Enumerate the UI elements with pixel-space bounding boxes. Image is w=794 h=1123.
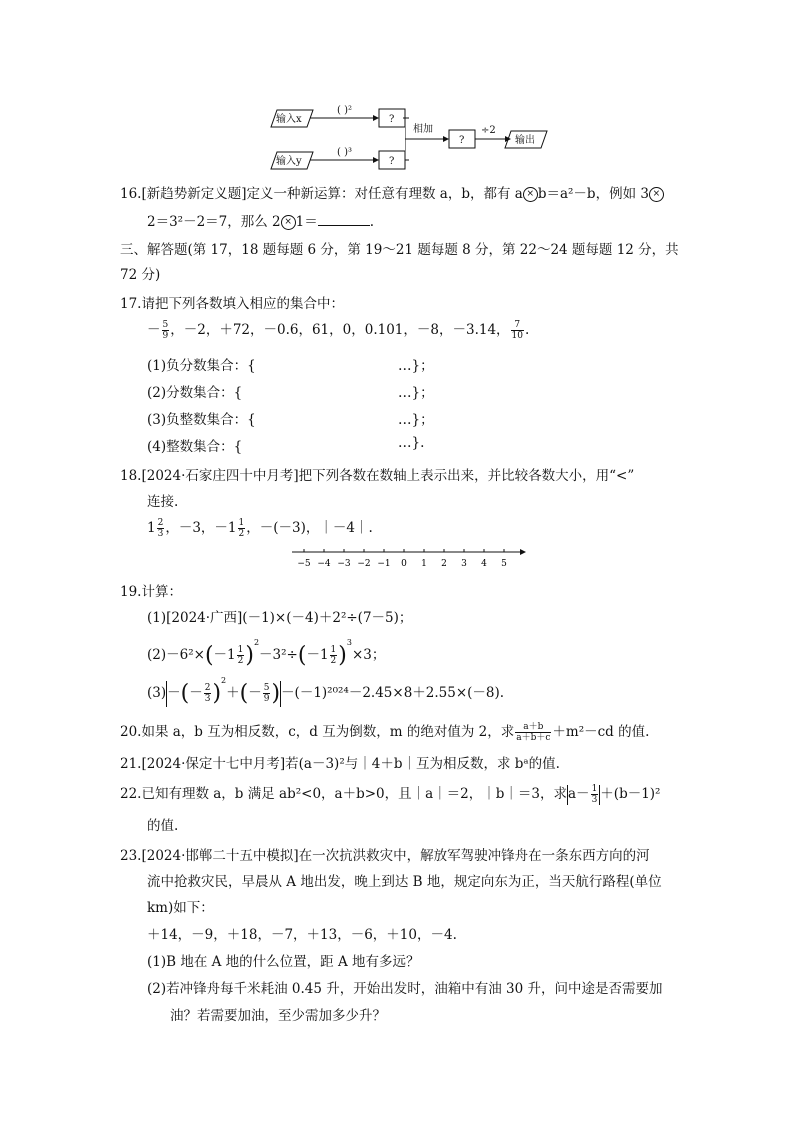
text: － xyxy=(248,685,262,701)
numerator: 1 xyxy=(591,784,598,794)
input-x-label: 输入x xyxy=(276,114,302,125)
q17-title: 17.请把下列各数填入相应的集合中： xyxy=(120,296,344,312)
q17-set-4 xyxy=(147,435,242,455)
text: －1 xyxy=(213,647,236,663)
fraction xyxy=(330,645,338,666)
denominator: 9 xyxy=(162,331,169,341)
axis-tick-label: 0 xyxy=(401,559,407,569)
denominator: a＋b＋c xyxy=(516,733,551,743)
fraction xyxy=(511,320,524,341)
text: － xyxy=(167,685,181,701)
q17-numbers: － $\frac{5}{9}$ ，－2，＋72，－0.6，61，0，0.101，－8，－3.14， $\frac{7}{10}$ . xyxy=(147,320,530,341)
text: a－ xyxy=(568,786,590,802)
fraction xyxy=(263,683,271,704)
answer-blank xyxy=(318,213,370,226)
fraction xyxy=(591,784,599,805)
denominator: 9 xyxy=(263,694,270,704)
q16-text-c: 2＝3²－2＝7，那么 2 xyxy=(147,214,281,230)
output-label: 输出 xyxy=(515,135,535,146)
number-line xyxy=(290,544,530,570)
text: －1 xyxy=(306,647,329,663)
number-list: ，－2，＋72，－0.6，61，0，0.101，－8，－3.14， xyxy=(170,322,510,338)
fraction xyxy=(157,518,165,539)
text: ×3； xyxy=(351,647,386,663)
q18-line2: 连接. xyxy=(147,494,179,510)
q16-text-a: 16.[新趋势新定义题]定义一种新运算：对任意有理数 a，b，都有 a xyxy=(120,186,523,202)
op-cube-label: ( )³ xyxy=(337,147,352,158)
numerator: 7 xyxy=(511,320,524,331)
q16-line2 xyxy=(147,210,374,230)
q-box-1-text: ? xyxy=(389,114,395,125)
q21: 21.[2024·保定十七中月考]若(a－3)²与｜4＋b｜互为相反数，求 bᵃ的值. xyxy=(120,756,560,772)
q16-text-d: 1＝ xyxy=(295,214,318,230)
q19-part3: (3)－(－ $\frac{2}{3}$ )$^2$＋(－ $\frac{5}{9}$ )－(－1)²⁰²⁴－2.45×8＋2.55×(－8). xyxy=(147,676,505,706)
axis-tick-label: 5 xyxy=(501,559,507,569)
op-square-label: ( )² xyxy=(337,105,352,116)
flowchart-join xyxy=(405,100,565,180)
circle-times-icon: × xyxy=(523,187,538,202)
text: ＋(b－1)² xyxy=(600,786,661,802)
text: (3) xyxy=(147,685,167,701)
q17-set-1 xyxy=(147,354,256,374)
text: 22.已知有理数 a，b 满足 ab²<0，a＋b>0，且｜a｜＝2，｜b｜＝3，求 xyxy=(120,786,567,802)
axis-tick-label: −4 xyxy=(317,559,331,569)
q23-line2: 流中抢救灾民，早晨从 A 地出发，晚上到达 B 地，规定向东为正，当天航行路程(单位 xyxy=(147,874,662,890)
minus-sign: － xyxy=(147,322,161,338)
q17-set-2-end: …}； xyxy=(398,385,434,401)
q20 xyxy=(120,720,649,743)
section3-line2: 72 分) xyxy=(120,267,161,283)
circle-times-icon: × xyxy=(281,215,296,230)
set-label: (1)负分数集合：{ xyxy=(147,358,256,374)
denominator: 10 xyxy=(511,331,523,341)
text: (2)－6²× xyxy=(147,647,205,663)
input-y-label: 输入y xyxy=(276,156,302,167)
numerator: 5 xyxy=(263,683,270,693)
denominator: 2 xyxy=(330,656,337,666)
q-box-3-text: ? xyxy=(459,135,465,146)
set-label: (2)分数集合：{ xyxy=(147,385,243,401)
q23-line3: km)如下： xyxy=(147,900,214,916)
denominator: 3 xyxy=(204,694,211,704)
denominator: 2 xyxy=(237,656,244,666)
div-label: ÷2 xyxy=(481,125,496,136)
q23-sub2a: (2)若冲锋舟每千米耗油 0.45 升，开始出发时，油箱中有油 30 升，问中途是否需要加 xyxy=(147,981,663,997)
set-label: (3)负整数集合：{ xyxy=(147,412,256,428)
denominator: 2 xyxy=(238,529,245,539)
q16-text-b: b＝a²－b，例如 3 xyxy=(537,186,649,202)
axis-tick-label: −2 xyxy=(357,559,371,569)
number-list: ，－(－3)，｜－4｜. xyxy=(246,520,373,536)
q19-title: 19.计算： xyxy=(120,584,182,600)
q17-set-3 xyxy=(147,408,256,428)
fraction xyxy=(162,320,170,341)
q17-set-4-end: …}. xyxy=(398,435,425,451)
text: 20.如果 a，b 互为相反数，c，d 互为倒数，m 的绝对值为 2，求 xyxy=(120,724,515,740)
q17-set-1-end: …}； xyxy=(398,358,434,374)
q22-line1 xyxy=(120,782,660,805)
q23-line4: ＋14，－9，＋18，－7，＋13，－6，＋10，－4. xyxy=(147,927,457,943)
axis-tick-label: 4 xyxy=(481,559,487,569)
axis-tick-label: 2 xyxy=(441,559,447,569)
numerator: 1 xyxy=(238,518,245,528)
number-list: ，－3，－1 xyxy=(165,520,237,536)
denominator: 3 xyxy=(157,529,164,539)
q19-part1: (1)[2024·广西](－1)×(－4)＋2²÷(7－5)； xyxy=(147,610,413,626)
q23-sub1: (1)B 地在 A 地的什么位置，距 A 地有多远？ xyxy=(147,954,420,970)
axis-tick-label: −3 xyxy=(337,559,351,569)
axis-tick-label: 1 xyxy=(421,559,427,569)
q22-line2: 的值. xyxy=(147,818,179,834)
exponent: 2 xyxy=(253,638,260,647)
q18-line1: 18.[2024·石家庄四十中月考]把下列各数在数轴上表示出来，并比较各数大小，用“<” xyxy=(120,468,635,484)
fraction xyxy=(237,645,245,666)
text: ＋ xyxy=(226,685,240,701)
axis-tick-label: −1 xyxy=(377,559,391,569)
number: 1 xyxy=(147,520,156,536)
q19-part2: (2)－6²×(－1 $\frac{1}{2}$ )$^2$－3²÷(－1 $\frac{1}{2}$ )$^3$×3； xyxy=(147,638,386,668)
fraction xyxy=(515,722,551,743)
numerator: 1 xyxy=(237,645,244,655)
text: －3²÷ xyxy=(259,647,298,663)
section3-line1: 三、解答题(第 17，18 题每题 6 分，第 19～21 题每题 8 分，第 22～24 题每题 12 分，共 xyxy=(120,242,679,258)
q-box-2-text: ? xyxy=(389,156,395,167)
numerator: 1 xyxy=(330,645,337,655)
axis-tick-label: 3 xyxy=(461,559,467,569)
add-label: 相加 xyxy=(413,124,433,135)
q16-line1 xyxy=(120,182,664,202)
q18-numbers xyxy=(147,516,373,539)
set-label: (4)整数集合：{ xyxy=(147,439,243,455)
q23-sub2b: 油？若需要加油，至少需加多少升？ xyxy=(170,1008,386,1024)
exponent: 2 xyxy=(221,676,227,685)
numerator: 2 xyxy=(204,683,211,693)
denominator: 3 xyxy=(591,795,598,805)
numerator: 5 xyxy=(162,320,169,330)
flowchart-stubs xyxy=(265,100,410,180)
numerator: a＋b xyxy=(515,722,551,733)
axis-tick-label: −5 xyxy=(297,559,311,569)
numerator: 2 xyxy=(157,518,164,528)
arrow-right-icon xyxy=(520,549,526,555)
circle-times-icon: × xyxy=(649,187,664,202)
q16-end: . xyxy=(369,214,375,230)
q23-line1: 23.[2024·邯郸二十五中模拟]在一次抗洪救灾中，解放军驾驶冲锋舟在一条东西方向的河 xyxy=(120,848,650,864)
fraction xyxy=(238,518,246,539)
text: ＋m²－cd 的值. xyxy=(552,724,650,740)
fraction xyxy=(204,683,212,704)
text: －(－1)²⁰²⁴－2.45×8＋2.55×(－8). xyxy=(281,685,505,701)
q17-set-2 xyxy=(147,381,242,401)
q17-set-3-end: …}； xyxy=(398,412,434,428)
text: － xyxy=(189,685,203,701)
